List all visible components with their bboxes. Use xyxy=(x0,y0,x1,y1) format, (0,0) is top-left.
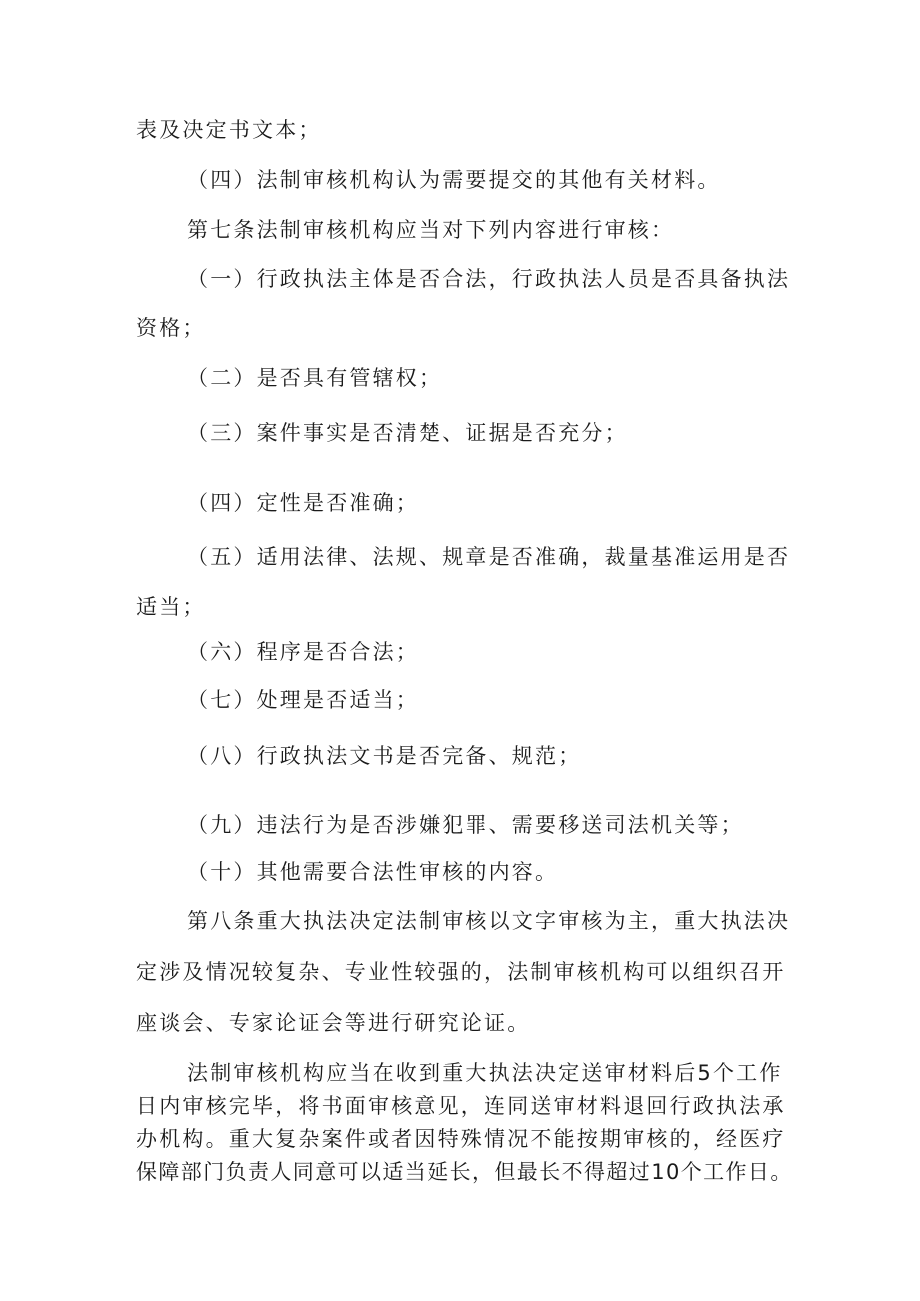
text-line: （五）适用法律、法规、规章是否准确，裁量基准运用是否 xyxy=(187,545,791,569)
text-line: 办机构。重大复杂案件或者因特殊情况不能按期审核的，经医疗 xyxy=(136,1127,786,1151)
text-line: 适当； xyxy=(136,595,206,619)
text-line: （十）其他需要合法性审核的内容。 xyxy=(187,860,559,884)
text-line: （七）处理是否适当； xyxy=(187,688,419,712)
text-line: 定涉及情况较复杂、专业性较强的，法制审核机构可以组织召开 xyxy=(136,960,786,984)
text-line: 第七条法制审核机构应当对下列内容进行审核： xyxy=(187,218,675,242)
text-line: 保障部门负责人同意可以适当延长，但最长不得超过10个工作日。 xyxy=(136,1160,793,1184)
text-line: 表及决定书文本； xyxy=(136,118,322,142)
text-line: （八）行政执法文书是否完备、规范； xyxy=(187,744,582,768)
text-line: （一）行政执法主体是否合法，行政执法人员是否具备执法 xyxy=(187,267,791,291)
text-line: （六）程序是否合法； xyxy=(187,640,419,664)
text-line: （四）定性是否准确； xyxy=(187,491,419,515)
text-line: （九）违法行为是否涉嫌犯罪、需要移送司法机关等； xyxy=(187,813,744,837)
text-line: 资格； xyxy=(136,316,206,340)
text-line: （三）案件事实是否清楚、证据是否充分； xyxy=(187,421,628,445)
text-line: 日内审核完毕，将书面审核意见，连同送审材料退回行政执法承 xyxy=(136,1094,786,1118)
text-line: 法制审核机构应当在收到重大执法决定送审材料后5个工作 xyxy=(187,1061,783,1085)
text-line: 座谈会、专家论证会等进行研究论证。 xyxy=(136,1011,531,1035)
text-line: （四）法制审核机构认为需要提交的其他有关材料。 xyxy=(187,168,721,192)
text-line: 第八条重大执法决定法制审核以文字审核为主，重大执法决 xyxy=(187,909,791,933)
text-line: （二）是否具有管辖权； xyxy=(187,366,443,390)
